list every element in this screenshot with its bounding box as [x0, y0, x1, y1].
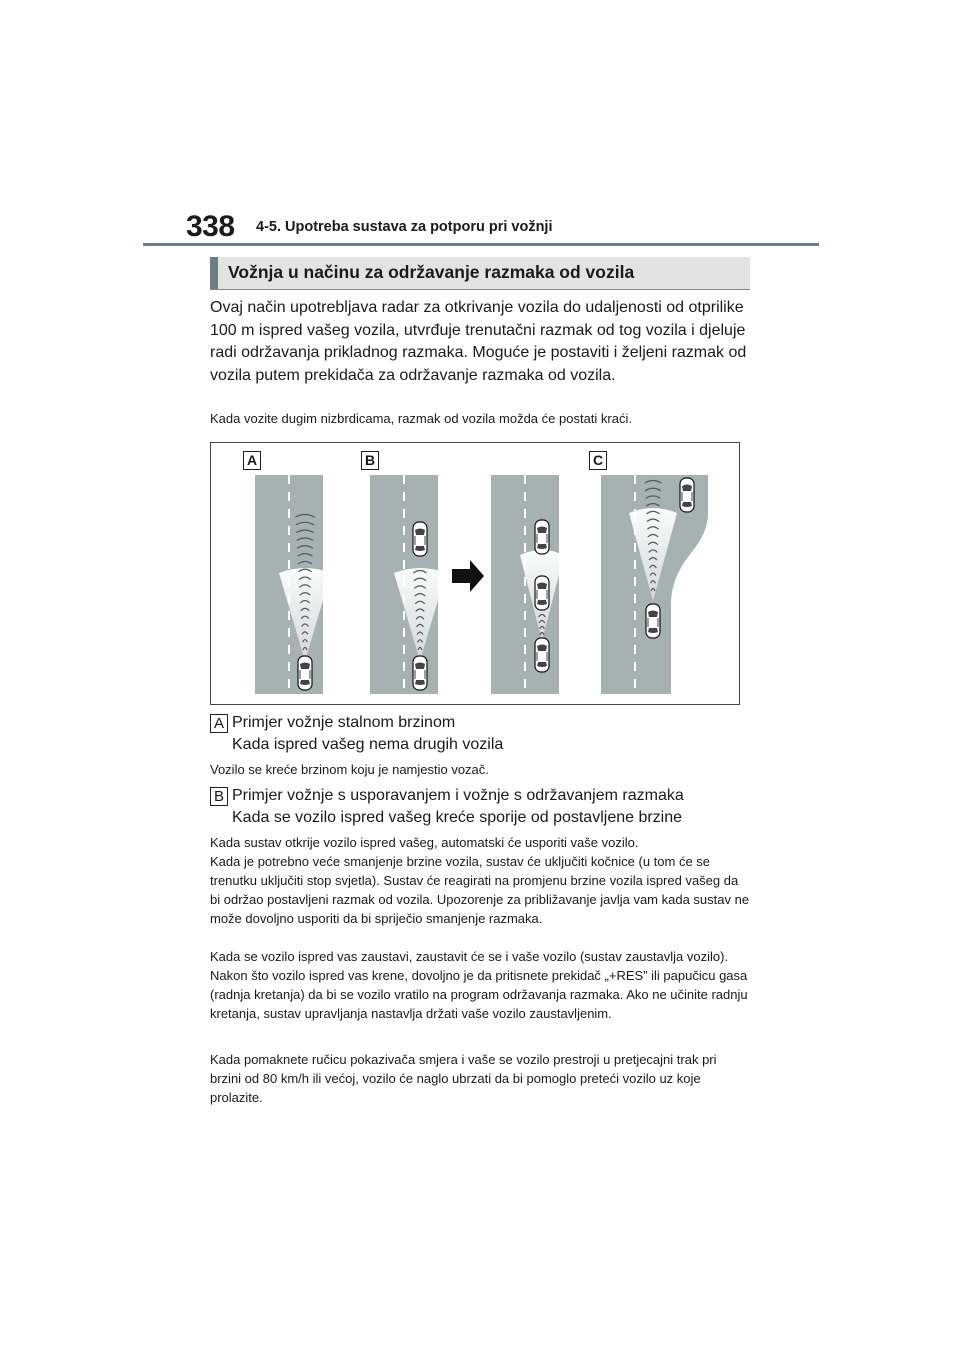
item-a-paragraph: Vozilo se kreće brzinom koju je namjestio vozač. [210, 762, 489, 777]
item-b-label: B [210, 787, 228, 806]
own-car-b [413, 656, 427, 690]
figure-label-a: A [243, 451, 261, 470]
item-b-title: Primjer vožnje s usporavanjem i vožnje s održavanjem razmaka [232, 787, 684, 804]
item-b-paragraph-2: Kada se vozilo ispred vas zaustavi, zaustavit će se i vaše vozilo (sustav zaustavlja vozilo). Nakon što vozilo ispred vas krene, dovoljno je da pritisnete prekidač „+RES” ili papučicu gasa (radnja kretanja) da bi se vozilo vratilo na program održavanja razmaka. Ako ne učinite radnju kretanja, sustav upravljanja nastavlja držati vaše vozilo zaustavljenim. [210, 949, 748, 1021]
intro-paragraph: Ovaj način upotrebljava radar za otkrivanje vozila do udaljenosti od otprilike 100 m ispred vašeg vozila, utvrđuje trenutačni razmak od tog vozila i djeluje radi održavanja prikladnog razmaka. Moguće je postaviti i željeni razmak od vozila putem prekidača za održavanje razmaka od vozila. [210, 299, 747, 384]
road-diagram [211, 443, 741, 706]
own-car-a [298, 656, 312, 690]
item-a-heading [210, 712, 503, 757]
item-b-subtitle: Kada se vozilo ispred vašeg kreće sporije od postavljene brzine [232, 809, 683, 827]
item-a-subtitle: Kada ispred vašeg nema drugih vozila [232, 736, 504, 754]
lead-car-b2 [535, 520, 549, 554]
item-b-paragraph-3: Kada pomaknete ručicu pokazivača smjera i vaše se vozilo prestroji u pretjecajni trak pri brzini od 80 km/h ili većoj, vozilo će naglo ubrzati da bi pomoglo preteći vozilo uz koje prolazite. [210, 1052, 717, 1105]
item-a-title: Primjer vožnje stalnom brzinom [232, 714, 456, 731]
item-b-heading [210, 785, 684, 830]
item-b-paragraph-1: Kada sustav otkrije vozilo ispred vašeg, automatski će usporiti vaše vozilo. Kada je potrebno veće smanjenje brzine vozila, sustav će uključiti kočnice (u tom će se trenutku uključiti stop svjetla). Sustav će reagirati na promjenu brzine vozila ispred vašeg da bi održao postavljeni razmak od vozila. Upozorenje za približavanje javlja vam kada sustav ne može dovoljno usporiti da bi spriječio smanjenje razmaka. [210, 835, 750, 926]
own-car-b2 [535, 638, 549, 672]
section-heading-bar [210, 257, 750, 290]
header-divider [143, 243, 819, 246]
breadcrumb: 4-5. Upotreba sustava za potporu pri vožnji [256, 219, 553, 235]
page-number: 338 [186, 210, 235, 243]
acc-illustration [210, 442, 740, 705]
lead-car-b [413, 522, 427, 556]
downhill-note: Kada vozite dugim nizbrdicama, razmak od vozila možda će postati kraći. [210, 411, 632, 426]
section-title: Vožnja u načinu za održavanje razmaka od vozila [228, 262, 635, 282]
own-car-c [646, 604, 660, 638]
section-marker [210, 257, 218, 289]
middle-car-b2 [535, 576, 549, 610]
figure-label-b: B [361, 451, 379, 470]
item-a-label: A [210, 714, 228, 733]
figure-label-c: C [589, 451, 607, 470]
arrow-right-icon [452, 560, 484, 592]
passed-car-c [680, 478, 694, 512]
